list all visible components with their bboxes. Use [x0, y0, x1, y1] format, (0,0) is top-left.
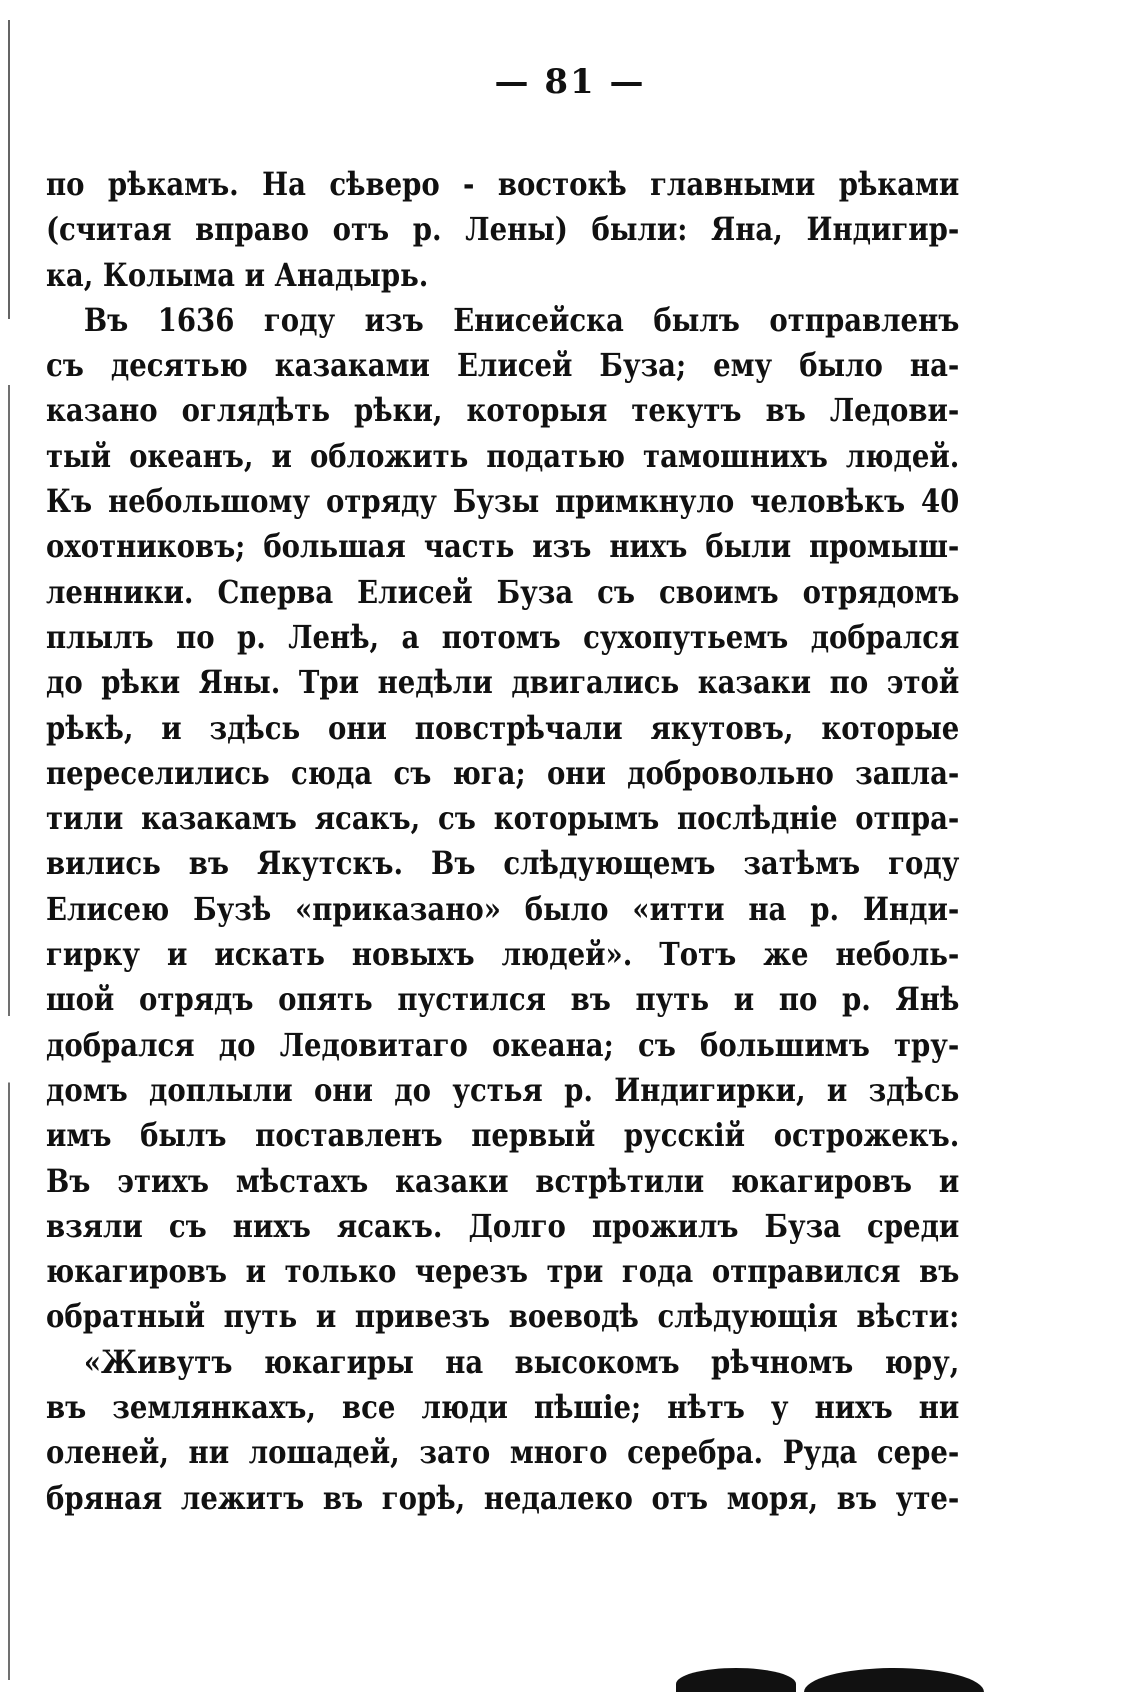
text-line: до рѣки Яны. Три недѣли двигались казаки по этой	[46, 663, 960, 702]
ink-blot-ornament	[804, 1668, 984, 1692]
text-line: обратный путь и привезъ воеводѣ слѣдующія вѣсти:	[46, 1297, 960, 1336]
text-line: бряная лежитъ въ горѣ, недалеко отъ моря, въ уте-	[46, 1478, 960, 1517]
text-line: оленей, ни лошадей, зато много серебра. Руда сере-	[46, 1433, 960, 1472]
text-line: съ десятью казаками Елисей Буза; ему было на-	[46, 346, 960, 385]
text-line: рѣкѣ, и здѣсь они повстрѣчали якутовъ, которые	[46, 708, 960, 747]
text-line: взяли съ нихъ ясакъ. Долго прожилъ Буза среди	[46, 1206, 960, 1245]
text-line: охотниковъ; большая часть изъ нихъ были промыш-	[46, 527, 960, 566]
page-edge-rule	[8, 20, 10, 1680]
paragraph-start-line: «Живутъ юкагиры на высокомъ рѣчномъ юру,	[83, 1342, 960, 1381]
text-line: домъ доплыли они до устья р. Индигирки, и здѣсь	[46, 1070, 960, 1109]
body-text	[46, 162, 960, 1521]
text-line: юкагировъ и только черезъ три года отправился въ	[46, 1252, 960, 1291]
text-line: добрался до Ледовитаго океана; съ большимъ тру-	[46, 1025, 960, 1064]
text-line: Елисею Бузѣ «приказано» было «итти на р. Инди-	[46, 889, 960, 928]
text-line: переселились сюда съ юга; они добровольно запла-	[46, 753, 960, 792]
text-line: въ землянкахъ, все люди пѣшіе; нѣтъ у нихъ ни	[46, 1388, 960, 1427]
text-line: тили казакамъ ясакъ, съ которымъ послѣдніе отпра-	[46, 799, 960, 838]
text-line: тый океанъ, и обложить податью тамошнихъ людей.	[46, 436, 960, 475]
text-line: по рѣкамъ. На сѣверо - востокѣ главными рѣками	[46, 165, 960, 203]
text-line: имъ былъ поставленъ первый русскій острожекъ.	[46, 1116, 960, 1155]
text-line: шой отрядъ опять пустился въ путь и по р. Янѣ	[46, 980, 960, 1019]
paragraph-start-line: Въ 1636 году изъ Енисейска былъ отправленъ	[83, 300, 960, 339]
text-line: вились въ Якутскъ. Въ слѣдующемъ затѣмъ году	[46, 844, 960, 883]
text-line: гирку и искать новыхъ людей». Тотъ же неболь-	[46, 935, 960, 974]
text-line: Въ этихъ мѣстахъ казаки встрѣтили юкагировъ и	[46, 1161, 960, 1200]
text-line: Къ небольшому отряду Бузы примкнуло человѣкъ 40	[46, 482, 960, 521]
text-line: ленники. Сперва Елисей Буза съ своимъ отрядомъ	[46, 572, 960, 611]
page-number: — 81 —	[494, 62, 646, 102]
text-line: плылъ по р. Ленѣ, а потомъ сухопутьемъ добрался	[46, 617, 960, 656]
text-line: казано оглядѣть рѣки, которыя текутъ въ Ледови-	[46, 391, 960, 430]
ink-blot-ornament	[676, 1668, 796, 1692]
text-line: ка, Колыма и Анадырь.	[46, 255, 429, 294]
text-line: (считая вправо отъ р. Лены) были: Яна, Индигир-	[46, 210, 960, 249]
